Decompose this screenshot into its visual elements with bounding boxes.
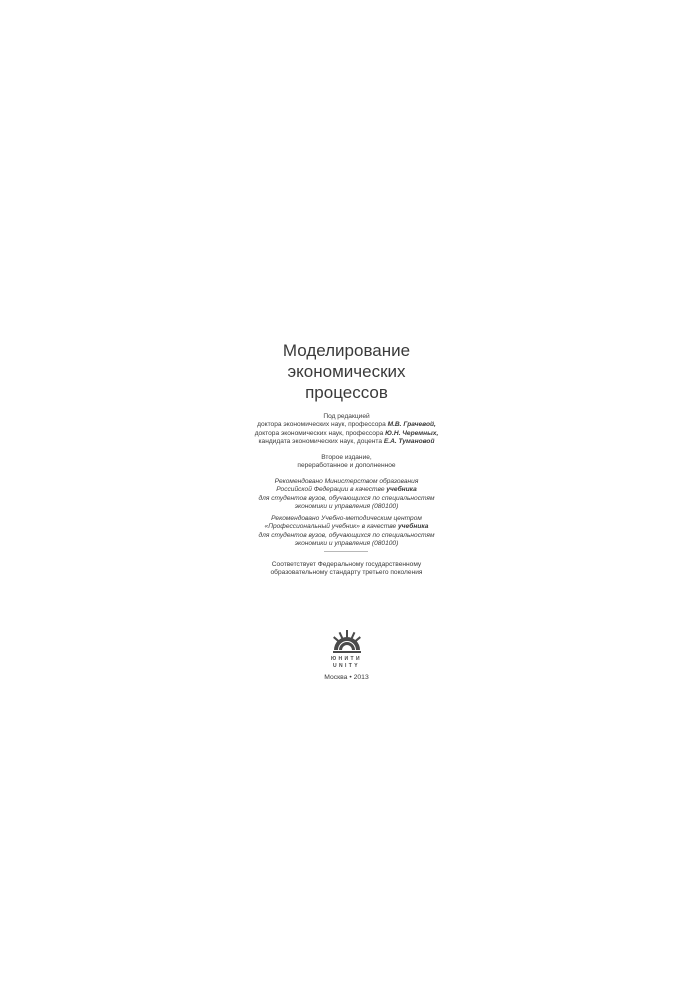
editor-3-name: Е.А. Тумановой [383,438,435,446]
editor-2 [0,430,693,438]
rec1-line-2-bold: учебника [386,486,417,494]
rec2-line-2 [0,523,693,531]
rec1-line-2 [0,486,693,494]
rec1-line-3: для студентов вузов, обучающихся по специальностям [258,494,435,502]
editor-1 [0,421,693,429]
editors-heading: Под редакцией [323,413,370,420]
rec2-line-2-bold: учебника [398,523,429,531]
rec2-line-3: для студентов вузов, обучающихся по специальностям [258,531,435,539]
unity-publisher-logo-icon [330,628,364,658]
ministry-recommendation [0,478,693,512]
rec1-line-1: Рекомендовано Министерством образования [274,478,419,485]
editors-block [0,413,693,447]
divider-line [324,551,368,552]
editor-2-credentials: доктора экономических наук, профессора [254,429,386,437]
rec2-line-4: экономики и управления (080100) [294,540,399,548]
publisher-name-en: UNITY [333,663,360,669]
standard-line-1: Соответствует Федеральному государственному [271,561,422,568]
rec2-line-1: Рекомендовано Учебно-методическим центром [271,515,422,522]
rec1-line-4: экономики и управления (080100) [294,503,399,511]
editor-3-credentials: кандидата экономических наук, доцента [258,438,384,446]
methodical-center-recommendation [0,515,693,549]
standard-compliance-note [0,561,693,578]
book-title-line-2: экономических [287,362,406,381]
edition-line-2: переработанное и дополненное [297,462,396,470]
rec2-line-2-text: «Профессиональный учебник» в качестве [264,523,398,531]
standard-line-2: образовательному стандарту третьего поколения [270,569,423,577]
editor-2-name: Ю.Н. Черемных, [385,429,439,437]
publisher-name-ru: ЮНИТИ [330,656,362,662]
editor-1-name: М.В. Грачевой, [387,421,436,429]
book-title-line-1: Моделирование [282,341,411,360]
book-title-line-3: процессов [305,383,388,402]
book-title [0,340,693,403]
rec1-line-2-text: Российской Федерации в качестве [276,486,387,494]
imprint-city-year: Москва • 2013 [324,674,369,681]
edition-line-1: Второе издание, [321,454,372,461]
editor-3 [0,438,693,446]
editor-1-credentials: доктора экономических наук, профессора [257,421,388,429]
edition-note [0,454,693,471]
